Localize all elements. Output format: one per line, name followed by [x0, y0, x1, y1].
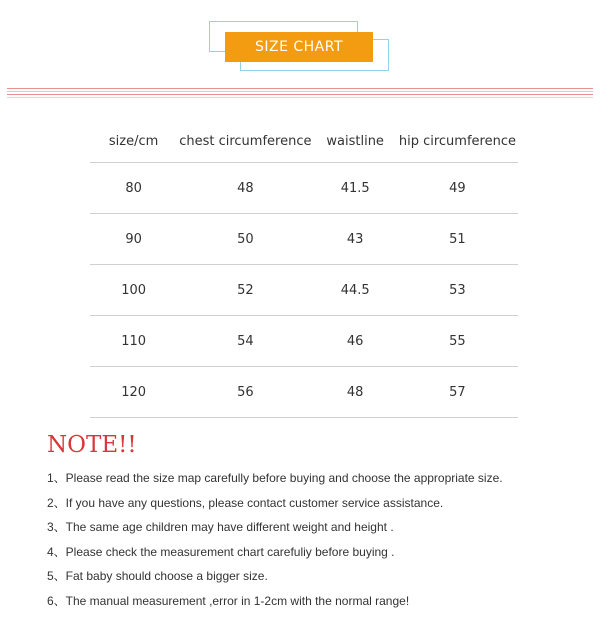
table-row [90, 163, 518, 214]
note-item: 4、Please check the measurement chart carefuliy before buying . [47, 544, 395, 559]
cell-hip: 57 [397, 367, 518, 418]
stripe-line [7, 97, 593, 98]
cell-hip: 55 [397, 316, 518, 367]
table-row [90, 214, 518, 265]
table-row [90, 316, 518, 367]
stripe-line [7, 88, 593, 89]
cell-chest: 52 [177, 265, 313, 316]
header-waist: waistline [313, 120, 396, 163]
table-row [90, 265, 518, 316]
cell-waist: 43 [313, 214, 396, 265]
size-table [90, 120, 518, 418]
note-item: 1、Please read the size map carefully before buying and choose the appropriate size. [47, 471, 503, 485]
cell-hip: 49 [397, 163, 518, 214]
cell-chest: 54 [177, 316, 313, 367]
note-item: 6、The manual measurement ,error in 1-2cm with the normal range! [47, 593, 410, 608]
note-item: 3、The same age children may have different weight and height . [47, 520, 394, 535]
size-chart-banner [0, 0, 600, 80]
cell-size: 100 [90, 265, 177, 316]
note-item: 2、If you have any questions, please contact customer service assistance. [47, 495, 444, 510]
decorative-stripes [7, 88, 593, 100]
header-chest: chest circumference [177, 120, 313, 163]
cell-size: 120 [90, 367, 177, 418]
cell-chest: 56 [177, 367, 313, 418]
cell-hip: 51 [397, 214, 518, 265]
size-chart-title: SIZE CHART [225, 32, 373, 62]
cell-waist: 44.5 [313, 265, 396, 316]
stripe-line [7, 91, 593, 92]
cell-size: 80 [90, 163, 177, 214]
cell-size: 90 [90, 214, 177, 265]
table-row [90, 367, 518, 418]
cell-waist: 41.5 [313, 163, 396, 214]
header-size: size/cm [90, 120, 177, 163]
cell-chest: 48 [177, 163, 313, 214]
cell-hip: 53 [397, 265, 518, 316]
note-title: NOTE!! [47, 432, 137, 458]
header-hip: hip circumference [397, 120, 518, 163]
note-list [47, 470, 587, 618]
stripe-line [7, 94, 593, 95]
cell-size: 110 [90, 316, 177, 367]
cell-waist: 46 [313, 316, 396, 367]
cell-waist: 48 [313, 367, 396, 418]
cell-chest: 50 [177, 214, 313, 265]
table-header-row [90, 120, 518, 163]
note-item: 5、Fat baby should choose a bigger size. [47, 569, 268, 584]
